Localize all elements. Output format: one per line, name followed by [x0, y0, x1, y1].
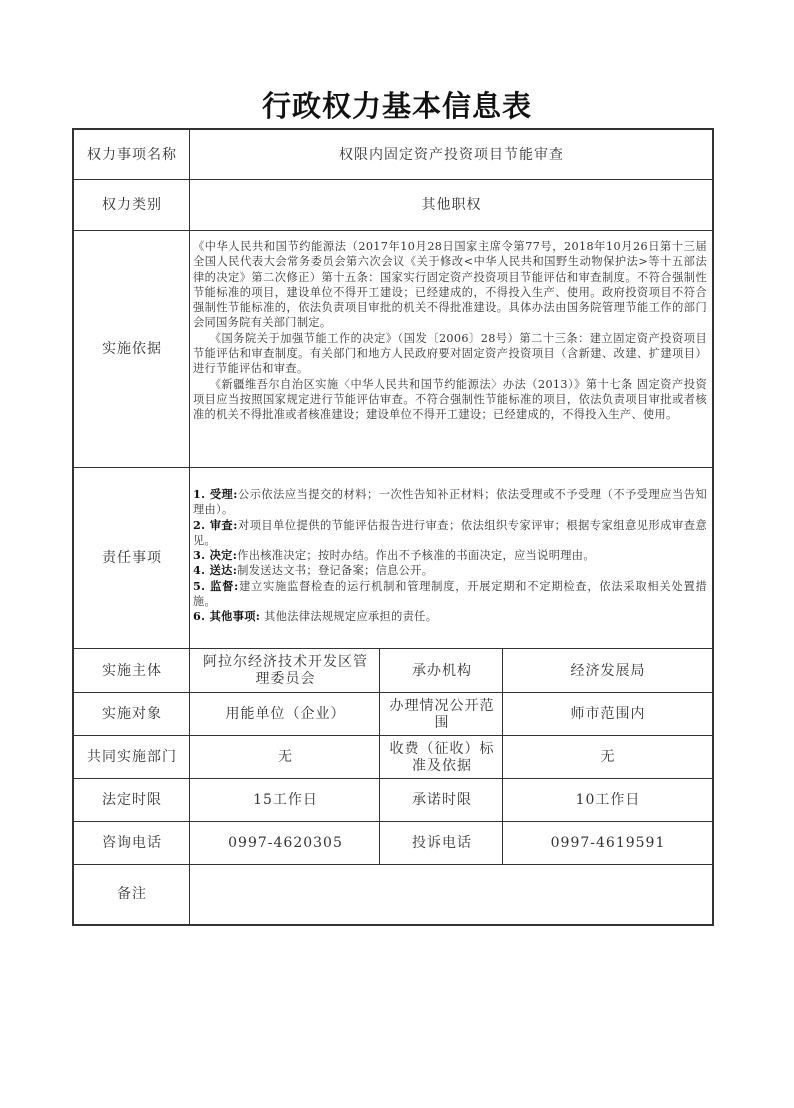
label-legal-limit: 法定时限: [102, 792, 162, 808]
responsibility-text: 制发送达文书；登记备案；信息公开。: [237, 564, 434, 578]
value-subject: 阿拉尔经济技术开发区管理委员会: [203, 654, 368, 687]
value-power-category: 其他职权: [421, 197, 482, 213]
value-consult-phone: 0997-4620305: [228, 835, 343, 851]
label-remark: 备注: [117, 886, 147, 902]
basis-text: [193, 239, 707, 423]
responsibility-text: 公示依法应当提交的材料；一次性告知补正材料；依法受理或不予受理（不予受理应当告知理由）。: [193, 488, 707, 517]
responsibility-item: [193, 563, 707, 578]
value-legal-limit: 15工作日: [253, 792, 318, 808]
responsibility-item: [193, 548, 707, 563]
value-complaint-phone: 0997-4619591: [550, 835, 666, 851]
value-handling-org: 经济发展局: [570, 662, 646, 679]
value-joint-dept: 无: [278, 749, 293, 765]
label-basis: 实施依据: [102, 341, 162, 357]
responsibility-item: [193, 609, 707, 624]
label-power-category: 权力类别: [102, 197, 162, 213]
responsibility-head: 4. 送达:: [193, 563, 238, 578]
responsibility-item: [193, 487, 707, 518]
responsibility-item: [193, 579, 707, 610]
responsibility-head: 2. 审查:: [193, 517, 238, 532]
label-fee-standard: 收费（征收）标准及依据: [389, 740, 495, 774]
responsibility-head: 5. 监督:: [193, 578, 239, 593]
label-consult-phone: 咨询电话: [102, 835, 162, 851]
label-complaint-phone: 投诉电话: [412, 835, 472, 851]
responsibility-text: 建立实施监督检查的运行机制和管理制度，开展定期和不定期检查，依法采取相关处置措施。: [193, 579, 708, 609]
label-disclosure-scope: 办理情况公开范围: [389, 697, 495, 731]
label-target: 实施对象: [102, 706, 162, 722]
responsibility-head: 3. 决定:: [193, 548, 238, 563]
responsibility-text: 对项目单位提供的节能评估报告进行审查；依法组织专家评审；根据专家组意见形成审查意见。: [193, 518, 707, 547]
page-title: 行政权力基本信息表: [261, 89, 532, 123]
value-remark: [191, 865, 712, 924]
value-fee-standard: 无: [600, 749, 616, 765]
label-promised-limit: 承诺时限: [412, 792, 472, 808]
basis-paragraph: 《国务院关于加强节能工作的决定》（国发〔2006〕28号）第二十三条：建立固定资产投资项目节能评估和审查制度。有关部门和地方人民政府要对固定资产投资项目（含新建、改建、扩建项目）进行节能评估和审查。: [193, 331, 707, 376]
basis-paragraph: 《新疆维吾尔自治区实施〈中华人民共和国节约能源法〉办法（2013）》第十七条 固定资产投资项目应当按照国家规定进行节能评估审查。不符合强制性节能标准的项目，依法负责项目审批或者核准的机关不得批准或者核准建设；建设单位不得开工建设；已经建成的，不得投入生产、使用。: [193, 377, 707, 422]
responsibility-list: [193, 487, 707, 625]
label-handling-org: 承办机构: [412, 662, 472, 679]
responsibility-head: 6. 其他事项:: [193, 609, 261, 624]
responsibility-text: 其他法律法规规定应承担的责任。: [260, 610, 438, 624]
responsibility-item: [193, 518, 707, 549]
label-joint-dept: 共同实施部门: [87, 749, 177, 765]
label-responsibility: 责任事项: [102, 550, 162, 566]
label-power-name: 权力事项名称: [87, 146, 177, 163]
value-disclosure-scope: 师市范围内: [570, 706, 646, 722]
value-power-name: 权限内固定资产投资项目节能审查: [339, 146, 564, 163]
label-subject: 实施主体: [102, 662, 162, 679]
responsibility-head: 1. 受理:: [193, 487, 238, 501]
responsibility-text: 作出核准决定；按时办结。作出不予核准的书面决定，应当说明理由。: [237, 549, 595, 563]
basis-paragraph: 《中华人民共和国节约能源法（2017年10月28日国家主席令第77号，2018年10月26日第十三届全国人民代表大会常务委员会第六次会议《关于修改<中华人民共和国野生动物保护法>等十五部法律的决定》第二次修正）第十五条：国家实行固定资产投资项目节能评估和审查制度。不符合强制性节能标准的项目，建设单位不得开工建设；已经建成的，不得投入生产、使用。政府投资项目不符合强制性节能标准的，依法负责项目审批的机关不得批准建设。具体办法由国务院管理节能工作的部门会同国务院有关部门制定。: [193, 240, 707, 330]
value-promised-limit: 10工作日: [575, 792, 641, 808]
info-table: [72, 128, 714, 926]
value-target: 用能单位（企业）: [225, 706, 346, 722]
